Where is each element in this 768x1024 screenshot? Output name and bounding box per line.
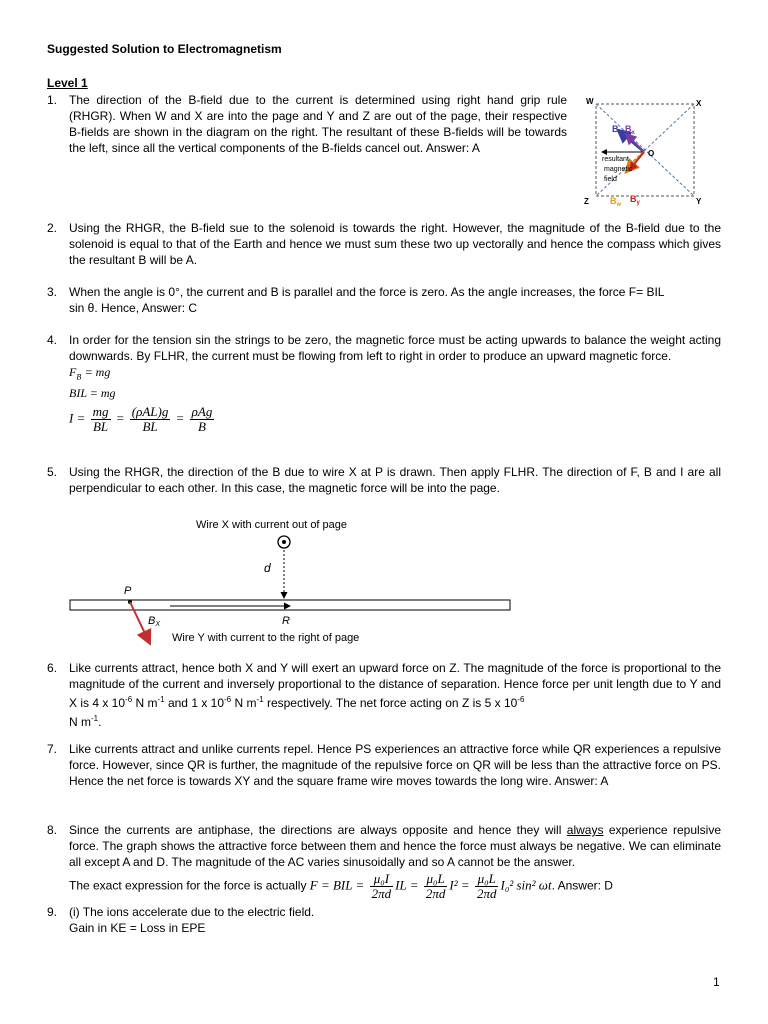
numerator: μ₀I [370,872,394,887]
question-number: 9. [47,905,58,919]
numerator: ρAg [191,404,213,420]
frac-3 [475,872,499,901]
frac-1 [370,872,394,901]
denominator: 2πd [425,886,446,901]
page-number: 1 [713,975,720,989]
resultant-label-1: resultant [602,156,629,163]
eq-i: I = [69,410,86,426]
eq-f: F [69,365,77,379]
question-text [69,660,721,730]
question-text-line-2: Gain in KE = Loss in EPE [69,921,206,935]
corner-z: Z [584,197,589,206]
question-text: Using the RHGR, the direction of the B due to wire X at P is drawn. Then apply FLHR. The direction of F, B and I are all perpendicular to each other. In this case, the magnetic force will be into the page. [69,465,721,495]
wire-x-label: Wire X with current out of page [196,519,348,531]
r-label: R [282,615,290,627]
point-p-label: P [124,585,132,597]
term-1: IL = [395,877,419,893]
question-text [69,284,721,316]
question-3 [47,284,721,316]
equation-1 [69,364,721,385]
corner-y: Y [696,197,702,206]
question-number: 1. [47,93,58,107]
frac-3 [190,405,215,434]
resultant-label-3: field [604,176,617,183]
answer: . Answer: D [551,878,613,893]
unit-2: N m [231,696,257,710]
text-b: experience repulsive force. The graph shows the attractive force between them and hence the force must always be negative. We can eliminate all except A and D. The magnitude of the AC varies sinusoidally and so A cannot be the answer. [69,823,722,869]
unit-2-exp: -1 [256,695,264,704]
unit-1: N m [132,696,158,710]
question-number: 2. [47,221,58,235]
wire-x-dot [282,540,286,544]
question-text-line-1: (i) The ions accelerate due to the electric field. [69,905,315,919]
question-7 [47,741,721,789]
wire-y-label: Wire Y with current to the right of page [172,632,360,644]
equals: = [175,410,185,426]
wire-force-diagram [60,510,530,650]
numerator: μ₀L [475,872,499,887]
eq-mg: = mg [84,365,111,379]
text-c: respectively. The net force acting on Z is 5 x 10 [263,696,518,710]
bx-label: $B_x$ [625,124,635,136]
wire-y [70,600,510,610]
question-text: Like currents attract and unlike currents repel. Hence PS experiences an attractive force while QR experiences a repulsive force. However, since QR is further, the magnitude of the repulsive force on QR will be less than the attractive force on PS. Hence the net force is towards XY and the square frame wire moves towards the long wire. Answer: A [69,742,721,788]
f-lhs: F = BIL = [309,877,365,893]
frac-2 [424,872,448,901]
question-text [69,822,721,870]
resultant-label-2: magnetic [604,166,633,173]
bx-arrow [626,134,644,152]
question-number: 4. [47,333,58,347]
distance-label: d [264,561,271,575]
exp-1: -6 [125,695,133,704]
exp-2: -6 [224,695,232,704]
equation-2: BIL = mg [69,386,116,401]
question-number: 5. [47,465,58,479]
corner-x: X [696,99,702,108]
question-9 [47,904,721,936]
question-8 [47,822,721,901]
text-b: and 1 x 10 [164,696,225,710]
text-a: Like currents attract, hence both X and Y will exert an upward force on Z. The magnitude of the force is proportional to the magnitude of the current and inversely proportional to the distance of separation. Hence force per unit length due to Y and X is 4 x 10 [69,661,721,710]
corner-w: W [586,97,594,106]
equals: = [115,410,125,426]
frac-1 [91,405,111,434]
question-text: The direction of the B-field due to the current is determined using right hand grip rule (RHGR). When W and X are into the page and Y and Z are out of the page, their respective B-fields are shown in the diagram on the right. The resultant of these B-fields will be towards the left, since all the vertical components of the B-fields cancel out. Answer: A [69,93,567,155]
question-5 [47,464,721,496]
underlined-always: always [566,823,604,837]
b-field-square-diagram [580,94,710,212]
unit-1-exp: -1 [157,695,165,704]
bx-label: BX [148,615,161,628]
eq-f-sub: B [76,372,82,382]
exp-3: -6 [517,695,525,704]
question-6 [47,660,721,730]
force-expression [69,872,721,901]
frac-2 [130,405,171,434]
term-2: I² = [449,877,470,893]
question-number: 8. [47,823,58,837]
bz-label: $B_z$ [612,124,622,136]
page-title: Suggested Solution to Electromagnetism [47,42,282,56]
bw-label: $B_w$ [610,196,622,208]
denominator: B [198,419,206,435]
question-text: In order for the tension sin the strings to be zero, the magnetic force must be acting upwards to balance the weight acting downwards. By FLHR, the current must be flowing from left to right in order to produce an upward magnetic force. [69,333,721,363]
question-number: 7. [47,742,58,756]
denominator: BL [92,419,109,435]
question-text: Using the RHGR, the B-field sue to the solenoid is towards the right. However, the magnitude of the B-field due to the solenoid is equal to that of the Earth and hence we must sum these two up vectorally and hence the compass which gives the resultant B will be A. [69,221,721,267]
question-text-line-1: When the angle is 0°, the current and B is parallel and the force is zero. As the angle increases, the force F= BIL [69,285,665,299]
exact-pre: The exact expression for the force is actually [69,878,310,893]
equation-3 [69,405,721,434]
numerator: μ₀L [424,872,448,887]
text-d: N m [69,715,91,729]
question-text-line-2: sin θ. Hence, Answer: C [69,301,198,315]
text-a: Since the currents are antiphase, the directions are always opposite and hence they will [69,823,567,837]
denominator: 2πd [371,886,392,901]
unit-3-exp: -1 [91,714,99,723]
by-label: $B_y$ [630,194,640,206]
question-number: 6. [47,661,58,675]
center-o: O [648,149,655,158]
numerator: mg [92,404,109,420]
text-e: . [98,715,102,729]
term-3: I₀² sin² ωt [500,877,552,893]
bx-arrow [130,602,150,644]
question-number: 3. [47,285,58,299]
denominator: 2πd [476,886,497,901]
numerator: (ρAL)g [131,404,169,420]
question-4 [47,332,721,434]
section-heading: Level 1 [47,76,88,90]
denominator: BL [142,419,158,435]
question-2 [47,220,721,268]
